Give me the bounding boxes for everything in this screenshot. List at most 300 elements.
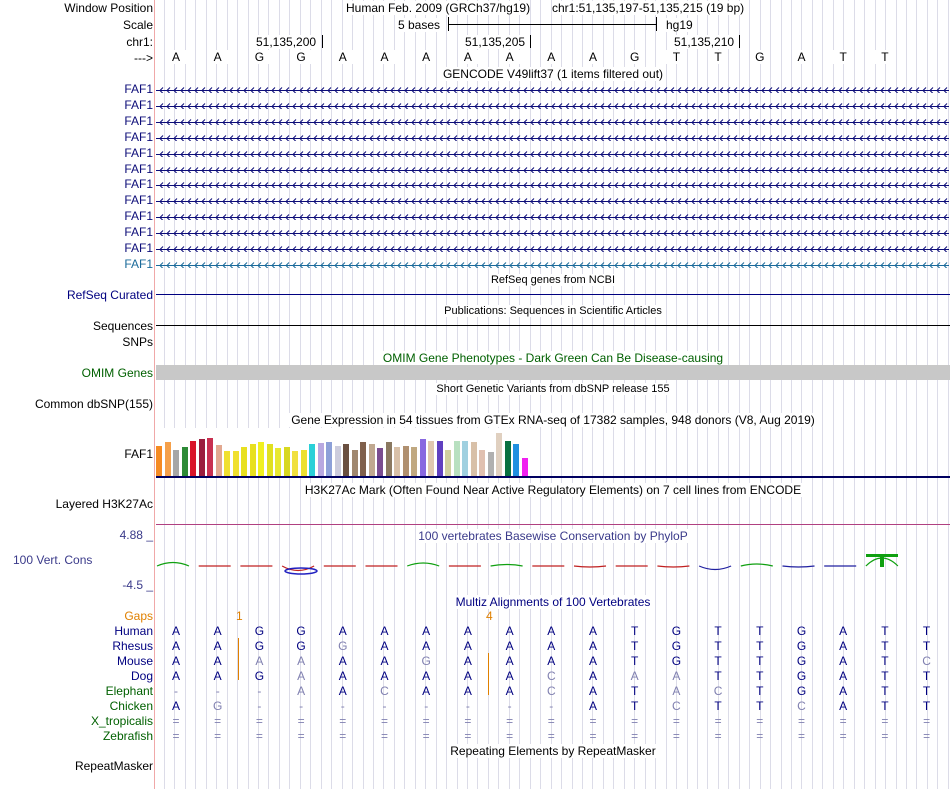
alignment-base: -	[382, 699, 387, 713]
conservation-mark	[157, 563, 189, 567]
multiz-track-title: Multiz Alignments of 100 Vertebrates	[455, 595, 651, 609]
alignment-base: =	[881, 714, 889, 728]
alignment-base: T	[631, 654, 639, 668]
gaps-label: Gaps	[124, 609, 153, 623]
conservation-mark	[741, 564, 773, 566]
dna-base: T	[708, 50, 728, 64]
alignment-base: A	[463, 654, 472, 668]
gtex-tissue-bar[interactable]	[479, 450, 485, 476]
alignment-base: G	[671, 624, 682, 638]
gtex-baseline	[156, 476, 950, 478]
alignment-base: C	[922, 654, 931, 668]
gtex-tissue-bar[interactable]	[437, 441, 443, 476]
alignment-base: -	[549, 699, 554, 713]
alignment-base: A	[171, 624, 180, 638]
position-text: chr1:51,135,197-51,135,215 (19 bp)	[552, 1, 745, 15]
dna-base: A	[458, 50, 478, 64]
alignment-base: =	[214, 729, 222, 743]
alignment-base: -	[465, 699, 470, 713]
gencode-transcript[interactable]	[156, 243, 949, 252]
gtex-tissue-bar[interactable]	[241, 447, 247, 476]
refseq-gene-line[interactable]	[156, 294, 950, 295]
alignment-base: T	[881, 624, 889, 638]
alignment-base: =	[714, 714, 722, 728]
gtex-tissue-bar[interactable]	[292, 451, 298, 476]
gtex-tissue-bar[interactable]	[352, 450, 358, 476]
gtex-tissue-bar[interactable]	[335, 446, 341, 476]
alignment-base: -	[340, 699, 345, 713]
alignment-base: =	[672, 714, 680, 728]
alignment-base: T	[922, 699, 931, 713]
alignment-base: T	[756, 669, 764, 683]
alignment-base: =	[506, 714, 514, 728]
dbsnp-track-title: Short Genetic Variants from dbSNP release 155	[436, 383, 670, 395]
alignment-base: =	[172, 714, 180, 728]
alignment-base: A	[839, 639, 848, 653]
dna-base: A	[166, 50, 186, 64]
alignment-base: A	[380, 669, 389, 683]
alignment-base: =	[464, 714, 472, 728]
alignment-base: T	[756, 639, 764, 653]
alignment-base: G	[254, 639, 265, 653]
alignment-base: =	[297, 714, 305, 728]
gencode-gene-label[interactable]: FAF1	[124, 113, 153, 128]
alignment-base: T	[714, 669, 722, 683]
alignment-base: A	[588, 654, 597, 668]
coord-tick	[739, 35, 740, 48]
gencode-gene-label[interactable]: FAF1	[124, 129, 153, 144]
alignment-base: A	[588, 639, 597, 653]
alignment-base: A	[547, 624, 556, 638]
alignment-base: T	[631, 699, 639, 713]
alignment-base: G	[796, 669, 807, 683]
repeatmasker-label[interactable]: RepeatMasker	[74, 759, 153, 773]
strand-arrow-label: --->	[134, 51, 153, 65]
snps-label[interactable]: SNPs	[122, 335, 153, 349]
dna-base: T	[833, 50, 853, 64]
layered-h3k27ac-label[interactable]: Layered H3K27Ac	[55, 497, 153, 511]
alignment-base: A	[505, 624, 514, 638]
alignment-base: A	[505, 639, 514, 653]
alignment-base: T	[714, 639, 722, 653]
chrom-label: chr1:	[126, 35, 153, 49]
gtex-tissue-bar[interactable]	[403, 446, 409, 476]
sequences-line[interactable]	[156, 325, 950, 326]
alignment-base: =	[631, 729, 639, 743]
alignment-base: =	[672, 729, 680, 743]
refseq-curated-label[interactable]: RefSeq Curated	[66, 288, 153, 302]
alignment-base: =	[214, 714, 222, 728]
alignment-base: G	[254, 669, 265, 683]
alignment-base: G	[421, 654, 431, 668]
alignment-base: A	[422, 639, 431, 653]
coord-tick	[530, 35, 531, 48]
conservation-mark	[699, 566, 731, 570]
gtex-tissue-bar[interactable]	[369, 444, 375, 476]
species-label[interactable]: X_tropicalis	[90, 714, 153, 728]
alignment-base: =	[339, 729, 347, 743]
gencode-transcript[interactable]	[156, 227, 949, 236]
gtex-track-title: Gene Expression in 54 tissues from GTEx RNA-seq of 17382 samples, 948 donors (V8, Aug 2019)	[291, 413, 815, 427]
gtex-tissue-bar[interactable]	[454, 441, 460, 476]
alignment-base: A	[213, 624, 222, 638]
sequences-label[interactable]: Sequences	[92, 319, 153, 333]
gencode-gene-label[interactable]: FAF1	[124, 225, 153, 240]
dna-base: G	[750, 50, 770, 64]
h3k27ac-baseline	[156, 524, 950, 525]
dna-base: A	[583, 50, 603, 64]
alignment-base: =	[756, 714, 764, 728]
alignment-base: =	[839, 729, 847, 743]
alignment-base: T	[631, 639, 639, 653]
species-label[interactable]: Zebrafish	[102, 729, 153, 743]
gencode-gene-label[interactable]: FAF1	[124, 241, 153, 255]
gtex-tissue-bar[interactable]	[513, 444, 519, 476]
alignment-base: G	[296, 624, 306, 638]
gtex-tissue-bar[interactable]	[445, 450, 451, 476]
alignment-base: -	[299, 699, 304, 713]
gtex-tissue-bar[interactable]	[309, 444, 315, 476]
alignment-base: =	[839, 714, 847, 728]
alignment-base: A	[171, 654, 180, 668]
alignment-base: T	[756, 699, 764, 713]
dna-base: A	[541, 50, 561, 64]
gtex-tissue-bar[interactable]	[301, 450, 307, 476]
alignment-base: T	[714, 654, 722, 668]
alignment-base: A	[588, 624, 597, 638]
alignment-base: =	[797, 729, 805, 743]
window-position-label: Window Position	[64, 1, 153, 15]
alignment-base: -	[257, 699, 262, 713]
dna-base: A	[333, 50, 353, 64]
alignment-base: =	[589, 729, 597, 743]
scale-text: 5 bases	[398, 18, 441, 32]
alignment-base: =	[339, 714, 347, 728]
alignment-base: =	[589, 714, 597, 728]
alignment-base: T	[881, 639, 889, 653]
coord-tick	[322, 35, 323, 48]
alignment-base: T	[881, 669, 889, 683]
gtex-tissue-bar[interactable]	[190, 441, 196, 476]
alignment-base: A	[213, 654, 222, 668]
gencode-transcript[interactable]	[156, 211, 949, 220]
coord-label: 51,135,200	[256, 35, 317, 49]
gencode-gene-label[interactable]: FAF1	[124, 145, 153, 160]
gtex-tissue-bar[interactable]	[411, 447, 417, 476]
common-dbsnp-label[interactable]: Common dbSNP(155)	[34, 397, 153, 411]
gencode-gene-label[interactable]: FAF1	[124, 161, 153, 176]
coord-label: 51,135,205	[465, 35, 526, 49]
gap-count: 4	[486, 609, 493, 623]
alignment-base: A	[297, 669, 306, 683]
alignment-base: =	[297, 729, 305, 743]
alignment-base: A	[672, 684, 681, 698]
alignment-base: G	[796, 654, 807, 668]
alignment-base: A	[171, 699, 180, 713]
alignment-base: C	[546, 669, 556, 683]
alignment-base: T	[714, 699, 722, 713]
dna-base: A	[375, 50, 395, 64]
alignment-base: A	[171, 669, 180, 683]
alignment-base: -	[215, 684, 220, 698]
alignment-base: -	[507, 699, 512, 713]
alignment-base: =	[756, 729, 764, 743]
alignment-base: G	[796, 624, 807, 638]
gtex-tissue-bar[interactable]	[360, 442, 366, 476]
assembly-title: Human Feb. 2009 (GRCh37/hg19)	[346, 1, 531, 15]
alignment-base: =	[714, 729, 722, 743]
alignment-base: G	[254, 624, 265, 638]
gtex-tissue-bar[interactable]	[505, 441, 511, 476]
conservation-max-label: 4.88 _	[119, 528, 153, 542]
gtex-tissue-bar[interactable]	[216, 445, 222, 476]
omim-genes-label[interactable]: OMIM Genes	[81, 366, 153, 380]
conservation-mark	[491, 565, 523, 567]
dna-base: T	[875, 50, 895, 64]
gtex-tissue-bar[interactable]	[267, 444, 273, 476]
alignment-base: A	[463, 684, 472, 698]
conservation-plot[interactable]	[156, 540, 950, 592]
dna-base: T	[666, 50, 686, 64]
alignment-base: A	[380, 624, 389, 638]
alignment-base: =	[547, 714, 555, 728]
species-label[interactable]: Dog	[130, 669, 153, 683]
gencode-transcript[interactable]	[156, 148, 949, 157]
conservation-mark	[574, 566, 606, 567]
alignment-base: A	[380, 639, 389, 653]
conservation-mark	[880, 556, 884, 567]
gtex-tissue-bar[interactable]	[156, 446, 162, 476]
gtex-tissue-bar[interactable]	[284, 447, 290, 476]
alignment-base: G	[796, 684, 807, 698]
alignment-base: A	[422, 624, 431, 638]
conservation-mark	[407, 563, 439, 566]
alignment-base: G	[338, 639, 348, 653]
gencode-gene-label[interactable]: FAF1	[124, 256, 153, 271]
gencode-track-title: GENCODE V49lift37 (1 items filtered out)	[442, 67, 664, 81]
alignment-base: C	[380, 684, 389, 698]
alignment-base: T	[756, 684, 764, 698]
alignment-base: =	[506, 729, 514, 743]
gtex-tissue-bar[interactable]	[182, 447, 188, 476]
gencode-transcript[interactable]	[156, 132, 949, 141]
gtex-tissue-bar[interactable]	[377, 448, 383, 476]
alignment-base: -	[174, 684, 178, 698]
gtex-tissue-bar[interactable]	[488, 452, 494, 476]
alignment-base: T	[922, 624, 931, 638]
alignment-base: A	[463, 624, 472, 638]
scale-db: hg19	[666, 18, 693, 32]
alignment-base: T	[756, 654, 764, 668]
alignment-base: A	[839, 669, 848, 683]
alignment-base: =	[923, 714, 931, 728]
alignment-base: A	[463, 639, 472, 653]
alignment-base: A	[505, 654, 514, 668]
alignment-base: G	[296, 639, 306, 653]
coord-label: 51,135,210	[674, 35, 735, 49]
gtex-tissue-bar[interactable]	[471, 442, 477, 476]
alignment-base: A	[463, 669, 472, 683]
scale-bar	[448, 17, 657, 32]
gencode-transcript[interactable]	[156, 116, 949, 125]
alignment-base: A	[547, 654, 556, 668]
species-label[interactable]: Rhesus	[112, 639, 153, 653]
alignment-base: A	[630, 669, 639, 683]
gencode-gene-label[interactable]: FAF1	[124, 193, 153, 208]
alignment-base: G	[796, 639, 807, 653]
alignment-base: A	[297, 654, 306, 668]
alignment-base: A	[422, 684, 431, 698]
alignment-base: =	[172, 729, 180, 743]
h3k27ac-track-title: H3K27Ac Mark (Often Found Near Active Regulatory Elements) on 7 cell lines from ENCODE	[304, 483, 802, 497]
dna-base: A	[208, 50, 228, 64]
alignment-base: G	[671, 639, 682, 653]
conservation-mark	[285, 568, 317, 574]
alignment-base: T	[881, 684, 889, 698]
alignment-base: A	[588, 669, 597, 683]
dna-base: A	[792, 50, 812, 64]
omim-track-title: OMIM Gene Phenotypes - Dark Green Can Be Disease-causing	[382, 351, 724, 365]
gtex-tissue-bar[interactable]	[496, 433, 502, 476]
alignment-base: =	[422, 714, 430, 728]
alignment-base: A	[338, 684, 347, 698]
alignment-base: T	[631, 624, 639, 638]
alignment-base: A	[380, 654, 389, 668]
gap-count: 1	[236, 609, 243, 623]
species-label[interactable]: Mouse	[116, 654, 153, 668]
alignment-base: A	[505, 669, 514, 683]
gtex-tissue-bar[interactable]	[250, 444, 256, 476]
gtex-tissue-bar[interactable]	[326, 442, 332, 476]
gtex-tissue-bar[interactable]	[207, 438, 213, 476]
alignment-base: =	[797, 714, 805, 728]
gtex-expression-chart[interactable]	[156, 428, 536, 476]
alignment-base: A	[297, 684, 306, 698]
conservation-track-title: 100 vertebrates Basewise Conservation by PhyloP	[418, 529, 688, 543]
alignment-base: =	[380, 714, 388, 728]
alignment-base: A	[338, 624, 347, 638]
alignment-base: T	[922, 639, 931, 653]
alignment-base: A	[839, 699, 848, 713]
conservation-mark	[657, 566, 689, 567]
gencode-transcript[interactable]	[156, 164, 949, 173]
alignment-base: A	[213, 669, 222, 683]
alignment-base: -	[424, 699, 429, 713]
alignment-base: A	[839, 654, 848, 668]
alignment-base: =	[923, 729, 931, 743]
species-label[interactable]: Elephant	[105, 684, 153, 698]
gtex-tissue-bar[interactable]	[522, 458, 528, 476]
alignment-base: G	[213, 699, 223, 713]
alignment-base: A	[839, 624, 848, 638]
gtex-tissue-bar[interactable]	[343, 444, 349, 476]
gtex-tissue-bar[interactable]	[428, 441, 434, 476]
alignment-base: T	[922, 684, 931, 698]
alignment-base: =	[881, 729, 889, 743]
alignment-base: A	[588, 684, 597, 698]
gencode-gene-label[interactable]: FAF1	[124, 97, 153, 112]
alignment-base: =	[631, 714, 639, 728]
gtex-tissue-bar[interactable]	[275, 448, 281, 476]
gtex-tissue-bar[interactable]	[258, 442, 264, 476]
gtex-tissue-bar[interactable]	[462, 441, 468, 476]
gencode-gene-label[interactable]: FAF1	[124, 177, 153, 192]
alignment-base: A	[338, 654, 347, 668]
track-label-divider	[154, 0, 155, 789]
gtex-tissue-bar[interactable]	[318, 443, 324, 476]
gencode-transcript[interactable]	[156, 195, 949, 204]
alignment-base: =	[380, 729, 388, 743]
gtex-tissue-bar[interactable]	[165, 442, 171, 476]
repeatmasker-track-title: Repeating Elements by RepeatMasker	[450, 744, 656, 758]
gencode-transcript[interactable]	[156, 84, 949, 93]
gap-marker	[488, 653, 489, 695]
species-label[interactable]: Chicken	[109, 699, 153, 713]
alignment-base: A	[839, 684, 848, 698]
gencode-transcript[interactable]	[156, 179, 949, 188]
alignment-base: A	[171, 639, 180, 653]
alignment-base: G	[671, 654, 682, 668]
alignment-base: A	[213, 639, 222, 653]
gtex-tissue-bar[interactable]	[173, 450, 179, 476]
dna-base: G	[625, 50, 645, 64]
alignment-base: A	[255, 654, 264, 668]
gtex-tissue-bar[interactable]	[224, 451, 230, 476]
gtex-tissue-bar[interactable]	[199, 439, 205, 476]
alignment-base: T	[922, 669, 931, 683]
dna-base: A	[500, 50, 520, 64]
alignment-base: =	[547, 729, 555, 743]
alignment-base: A	[338, 669, 347, 683]
conservation-mark	[783, 566, 815, 567]
alignment-base: C	[672, 699, 681, 713]
alignment-base: T	[881, 699, 889, 713]
alignment-base: A	[422, 669, 431, 683]
alignment-base: =	[422, 729, 430, 743]
conservation-label[interactable]: 100 Vert. Cons	[13, 553, 93, 567]
alignment-base: A	[672, 669, 681, 683]
alignment-base: C	[546, 684, 556, 698]
gtex-tissue-bar[interactable]	[420, 439, 426, 476]
scale-label: Scale	[122, 18, 153, 32]
dna-base: G	[291, 50, 311, 64]
alignment-base: T	[881, 654, 889, 668]
gap-marker	[238, 638, 239, 680]
alignment-base: =	[464, 729, 472, 743]
conservation-min-label: -4.5 _	[122, 578, 153, 592]
alignment-base: A	[547, 639, 556, 653]
alignment-base: T	[714, 624, 722, 638]
gencode-transcript[interactable]	[156, 100, 949, 109]
gencode-gene-label[interactable]: FAF1	[124, 209, 153, 224]
dna-base: G	[249, 50, 269, 64]
gtex-tissue-bar[interactable]	[386, 442, 392, 476]
species-label[interactable]: Human	[114, 624, 153, 638]
alignment-base: =	[255, 729, 263, 743]
alignment-base: C	[797, 699, 806, 713]
gtex-gene-label[interactable]: FAF1	[124, 447, 153, 461]
alignment-base: =	[255, 714, 263, 728]
gencode-transcript[interactable]	[156, 259, 949, 268]
gtex-tissue-bar[interactable]	[394, 447, 400, 476]
alignment-base: A	[588, 699, 597, 713]
alignment-base: A	[505, 684, 514, 698]
publications-track-title: Publications: Sequences in Scientific Articles	[444, 305, 662, 317]
omim-gene-bar[interactable]	[156, 365, 950, 380]
alignment-base: -	[257, 684, 262, 698]
gtex-tissue-bar[interactable]	[233, 451, 239, 476]
gencode-gene-label[interactable]: FAF1	[124, 82, 153, 96]
